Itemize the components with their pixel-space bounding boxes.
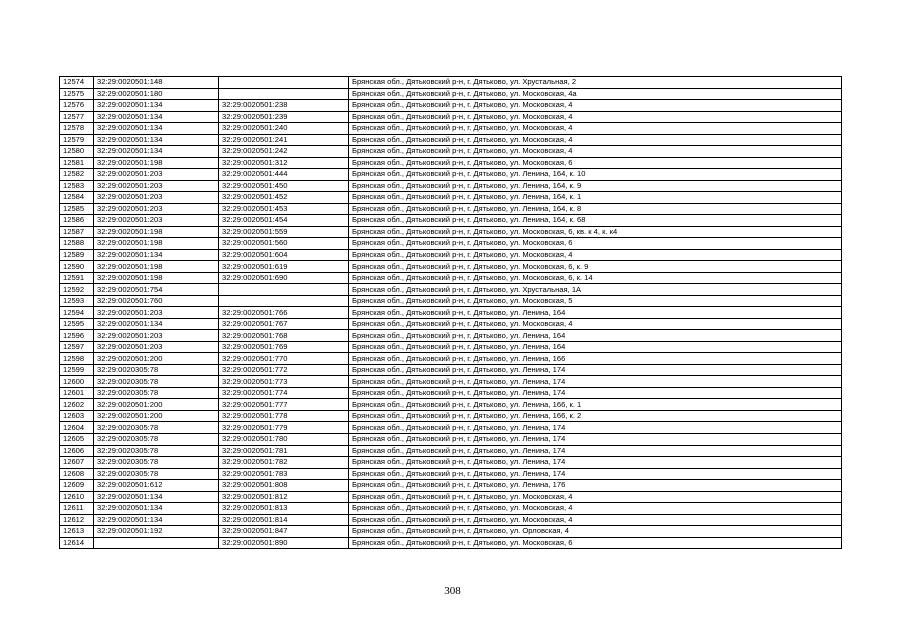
table-row xyxy=(60,376,842,388)
address-cell: Брянская обл., Дятьковский р-н, г. Дятьково, ул. Орловская, 4 xyxy=(349,526,842,538)
table-row xyxy=(60,514,842,526)
row-number-cell: 12607 xyxy=(60,457,94,469)
address-cell: Брянская обл., Дятьковский р-н, г. Дятьково, ул. Ленина, 164 xyxy=(349,307,842,319)
table-row xyxy=(60,100,842,112)
table-row xyxy=(60,387,842,399)
land-cadastral-number-cell: 32:29:0020501:198 xyxy=(94,261,219,273)
table-row xyxy=(60,330,842,342)
address-cell: Брянская обл., Дятьковский р-н, г. Дятьково, ул. Московская, 6, к. 9 xyxy=(349,261,842,273)
table-row xyxy=(60,272,842,284)
address-cell: Брянская обл., Дятьковский р-н, г. Дятьково, ул. Московская, 4 xyxy=(349,111,842,123)
land-cadastral-number-cell: 32:29:0020501:192 xyxy=(94,526,219,538)
row-number-cell: 12576 xyxy=(60,100,94,112)
address-cell: Брянская обл., Дятьковский р-н, г. Дятьково, ул. Ленина, 164 xyxy=(349,341,842,353)
row-number-cell: 12599 xyxy=(60,364,94,376)
address-cell: Брянская обл., Дятьковский р-н, г. Дятьково, ул. Московская, 4 xyxy=(349,318,842,330)
address-cell: Брянская обл., Дятьковский р-н, г. Дятьково, ул. Ленина, 174 xyxy=(349,364,842,376)
row-number-cell: 12596 xyxy=(60,330,94,342)
object-cadastral-number-cell: 32:29:0020501:778 xyxy=(219,410,349,422)
address-cell: Брянская обл., Дятьковский р-н, г. Дятьково, ул. Московская, 6 xyxy=(349,537,842,549)
table-row xyxy=(60,318,842,330)
object-cadastral-number-cell: 32:29:0020501:239 xyxy=(219,111,349,123)
address-cell: Брянская обл., Дятьковский р-н, г. Дятьково, ул. Московская, 6, кв. к 4, к. к4 xyxy=(349,226,842,238)
row-number-cell: 12603 xyxy=(60,410,94,422)
address-cell: Брянская обл., Дятьковский р-н, г. Дятьково, ул. Ленина, 174 xyxy=(349,433,842,445)
row-number-cell: 12586 xyxy=(60,215,94,227)
land-cadastral-number-cell: 32:29:0020501:198 xyxy=(94,157,219,169)
table-row xyxy=(60,422,842,434)
row-number-cell: 12578 xyxy=(60,123,94,135)
table-row xyxy=(60,146,842,158)
table-row xyxy=(60,88,842,100)
table-row xyxy=(60,457,842,469)
address-cell: Брянская обл., Дятьковский р-н, г. Дятьково, ул. Хрустальная, 1А xyxy=(349,284,842,296)
object-cadastral-number-cell: 32:29:0020501:559 xyxy=(219,226,349,238)
table-row xyxy=(60,526,842,538)
table-row xyxy=(60,353,842,365)
row-number-cell: 12582 xyxy=(60,169,94,181)
object-cadastral-number-cell: 32:29:0020501:808 xyxy=(219,480,349,492)
table-row xyxy=(60,480,842,492)
row-number-cell: 12581 xyxy=(60,157,94,169)
row-number-cell: 12580 xyxy=(60,146,94,158)
land-cadastral-number-cell: 32:29:0020501:203 xyxy=(94,330,219,342)
table-row xyxy=(60,123,842,135)
row-number-cell: 12604 xyxy=(60,422,94,434)
row-number-cell: 12612 xyxy=(60,514,94,526)
table-row xyxy=(60,399,842,411)
table-row xyxy=(60,491,842,503)
object-cadastral-number-cell: 32:29:0020501:769 xyxy=(219,341,349,353)
land-cadastral-number-cell: 32:29:0020305:78 xyxy=(94,376,219,388)
land-cadastral-number-cell: 32:29:0020501:180 xyxy=(94,88,219,100)
table-row xyxy=(60,537,842,549)
object-cadastral-number-cell: 32:29:0020501:781 xyxy=(219,445,349,457)
row-number-cell: 12583 xyxy=(60,180,94,192)
table-row xyxy=(60,284,842,296)
row-number-cell: 12598 xyxy=(60,353,94,365)
row-number-cell: 12609 xyxy=(60,480,94,492)
table-row xyxy=(60,215,842,227)
table-row xyxy=(60,111,842,123)
land-cadastral-number-cell: 32:29:0020501:203 xyxy=(94,341,219,353)
table-row xyxy=(60,410,842,422)
object-cadastral-number-cell: 32:29:0020501:813 xyxy=(219,503,349,515)
object-cadastral-number-cell: 32:29:0020501:777 xyxy=(219,399,349,411)
object-cadastral-number-cell: 32:29:0020501:812 xyxy=(219,491,349,503)
table-row xyxy=(60,307,842,319)
land-cadastral-number-cell: 32:29:0020501:198 xyxy=(94,238,219,250)
object-cadastral-number-cell: 32:29:0020501:454 xyxy=(219,215,349,227)
address-cell: Брянская обл., Дятьковский р-н, г. Дятьково, ул. Ленина, 164, к. 10 xyxy=(349,169,842,181)
land-cadastral-number-cell: 32:29:0020501:203 xyxy=(94,215,219,227)
land-cadastral-number-cell: 32:29:0020501:200 xyxy=(94,353,219,365)
row-number-cell: 12593 xyxy=(60,295,94,307)
table-row xyxy=(60,157,842,169)
land-cadastral-number-cell: 32:29:0020501:203 xyxy=(94,203,219,215)
row-number-cell: 12574 xyxy=(60,77,94,89)
table-row xyxy=(60,192,842,204)
table-row xyxy=(60,503,842,515)
land-cadastral-number-cell: 32:29:0020501:203 xyxy=(94,307,219,319)
object-cadastral-number-cell xyxy=(219,77,349,89)
address-cell: Брянская обл., Дятьковский р-н, г. Дятьково, ул. Московская, 4а xyxy=(349,88,842,100)
object-cadastral-number-cell: 32:29:0020501:782 xyxy=(219,457,349,469)
address-cell: Брянская обл., Дятьковский р-н, г. Дятьково, ул. Московская, 4 xyxy=(349,123,842,135)
address-cell: Брянская обл., Дятьковский р-н, г. Дятьково, ул. Московская, 4 xyxy=(349,491,842,503)
object-cadastral-number-cell: 32:29:0020501:242 xyxy=(219,146,349,158)
address-cell: Брянская обл., Дятьковский р-н, г. Дятьково, ул. Ленина, 174 xyxy=(349,422,842,434)
object-cadastral-number-cell: 32:29:0020501:780 xyxy=(219,433,349,445)
table-row xyxy=(60,77,842,89)
object-cadastral-number-cell: 32:29:0020501:241 xyxy=(219,134,349,146)
land-cadastral-number-cell: 32:29:0020501:760 xyxy=(94,295,219,307)
address-cell: Брянская обл., Дятьковский р-н, г. Дятьково, ул. Ленина, 164, к. 1 xyxy=(349,192,842,204)
object-cadastral-number-cell: 32:29:0020501:890 xyxy=(219,537,349,549)
registry-table xyxy=(59,76,842,549)
address-cell: Брянская обл., Дятьковский р-н, г. Дятьково, ул. Московская, 4 xyxy=(349,134,842,146)
address-cell: Брянская обл., Дятьковский р-н, г. Дятьково, ул. Хрустальная, 2 xyxy=(349,77,842,89)
table-row xyxy=(60,238,842,250)
object-cadastral-number-cell: 32:29:0020501:772 xyxy=(219,364,349,376)
object-cadastral-number-cell: 32:29:0020501:767 xyxy=(219,318,349,330)
address-cell: Брянская обл., Дятьковский р-н, г. Дятьково, ул. Ленина, 164 xyxy=(349,330,842,342)
address-cell: Брянская обл., Дятьковский р-н, г. Дятьково, ул. Ленина, 174 xyxy=(349,457,842,469)
land-cadastral-number-cell: 32:29:0020501:134 xyxy=(94,134,219,146)
object-cadastral-number-cell: 32:29:0020501:452 xyxy=(219,192,349,204)
object-cadastral-number-cell xyxy=(219,295,349,307)
land-cadastral-number-cell: 32:29:0020501:754 xyxy=(94,284,219,296)
row-number-cell: 12589 xyxy=(60,249,94,261)
land-cadastral-number-cell: 32:29:0020501:203 xyxy=(94,192,219,204)
object-cadastral-number-cell: 32:29:0020501:604 xyxy=(219,249,349,261)
land-cadastral-number-cell: 32:29:0020501:148 xyxy=(94,77,219,89)
land-cadastral-number-cell: 32:29:0020501:198 xyxy=(94,272,219,284)
address-cell: Брянская обл., Дятьковский р-н, г. Дятьково, ул. Ленина, 164, к. 8 xyxy=(349,203,842,215)
land-cadastral-number-cell: 32:29:0020501:200 xyxy=(94,410,219,422)
object-cadastral-number-cell: 32:29:0020501:770 xyxy=(219,353,349,365)
object-cadastral-number-cell: 32:29:0020501:560 xyxy=(219,238,349,250)
land-cadastral-number-cell: 32:29:0020305:78 xyxy=(94,433,219,445)
address-cell: Брянская обл., Дятьковский р-н, г. Дятьково, ул. Ленина, 174 xyxy=(349,376,842,388)
address-cell: Брянская обл., Дятьковский р-н, г. Дятьково, ул. Московская, 4 xyxy=(349,146,842,158)
land-cadastral-number-cell: 32:29:0020501:200 xyxy=(94,399,219,411)
page-number: 308 xyxy=(444,585,461,597)
row-number-cell: 12600 xyxy=(60,376,94,388)
row-number-cell: 12594 xyxy=(60,307,94,319)
row-number-cell: 12579 xyxy=(60,134,94,146)
address-cell: Брянская обл., Дятьковский р-н, г. Дятьково, ул. Московская, 5 xyxy=(349,295,842,307)
object-cadastral-number-cell: 32:29:0020501:773 xyxy=(219,376,349,388)
table-row xyxy=(60,261,842,273)
address-cell: Брянская обл., Дятьковский р-н, г. Дятьково, ул. Московская, 4 xyxy=(349,514,842,526)
address-cell: Брянская обл., Дятьковский р-н, г. Дятьково, ул. Московская, 4 xyxy=(349,249,842,261)
row-number-cell: 12608 xyxy=(60,468,94,480)
object-cadastral-number-cell: 32:29:0020501:238 xyxy=(219,100,349,112)
land-cadastral-number-cell: 32:29:0020501:198 xyxy=(94,226,219,238)
row-number-cell: 12575 xyxy=(60,88,94,100)
row-number-cell: 12592 xyxy=(60,284,94,296)
land-cadastral-number-cell: 32:29:0020305:78 xyxy=(94,457,219,469)
object-cadastral-number-cell: 32:29:0020501:240 xyxy=(219,123,349,135)
land-cadastral-number-cell: 32:29:0020305:78 xyxy=(94,445,219,457)
address-cell: Брянская обл., Дятьковский р-н, г. Дятьково, ул. Ленина, 174 xyxy=(349,387,842,399)
row-number-cell: 12577 xyxy=(60,111,94,123)
row-number-cell: 12610 xyxy=(60,491,94,503)
land-cadastral-number-cell: 32:29:0020501:612 xyxy=(94,480,219,492)
land-cadastral-number-cell: 32:29:0020305:78 xyxy=(94,468,219,480)
object-cadastral-number-cell: 32:29:0020501:619 xyxy=(219,261,349,273)
object-cadastral-number-cell xyxy=(219,284,349,296)
address-cell: Брянская обл., Дятьковский р-н, г. Дятьково, ул. Ленина, 166 xyxy=(349,353,842,365)
row-number-cell: 12611 xyxy=(60,503,94,515)
table-row xyxy=(60,468,842,480)
object-cadastral-number-cell: 32:29:0020501:766 xyxy=(219,307,349,319)
address-cell: Брянская обл., Дятьковский р-н, г. Дятьково, ул. Московская, 4 xyxy=(349,503,842,515)
row-number-cell: 12591 xyxy=(60,272,94,284)
address-cell: Брянская обл., Дятьковский р-н, г. Дятьково, ул. Московская, 6 xyxy=(349,157,842,169)
object-cadastral-number-cell: 32:29:0020501:814 xyxy=(219,514,349,526)
row-number-cell: 12614 xyxy=(60,537,94,549)
land-cadastral-number-cell: 32:29:0020501:134 xyxy=(94,318,219,330)
table-row xyxy=(60,169,842,181)
row-number-cell: 12613 xyxy=(60,526,94,538)
object-cadastral-number-cell: 32:29:0020501:690 xyxy=(219,272,349,284)
address-cell: Брянская обл., Дятьковский р-н, г. Дятьково, ул. Ленина, 174 xyxy=(349,468,842,480)
land-cadastral-number-cell: 32:29:0020501:134 xyxy=(94,491,219,503)
table-row xyxy=(60,203,842,215)
address-cell: Брянская обл., Дятьковский р-н, г. Дятьково, ул. Московская, 6 xyxy=(349,238,842,250)
row-number-cell: 12595 xyxy=(60,318,94,330)
object-cadastral-number-cell: 32:29:0020501:783 xyxy=(219,468,349,480)
row-number-cell: 12602 xyxy=(60,399,94,411)
address-cell: Брянская обл., Дятьковский р-н, г. Дятьково, ул. Ленина, 174 xyxy=(349,445,842,457)
row-number-cell: 12588 xyxy=(60,238,94,250)
land-cadastral-number-cell: 32:29:0020305:78 xyxy=(94,422,219,434)
table-row xyxy=(60,249,842,261)
table-row xyxy=(60,226,842,238)
land-cadastral-number-cell: 32:29:0020501:134 xyxy=(94,249,219,261)
row-number-cell: 12590 xyxy=(60,261,94,273)
land-cadastral-number-cell: 32:29:0020501:203 xyxy=(94,169,219,181)
land-cadastral-number-cell: 32:29:0020305:78 xyxy=(94,387,219,399)
land-cadastral-number-cell: 32:29:0020305:78 xyxy=(94,364,219,376)
table-row xyxy=(60,180,842,192)
object-cadastral-number-cell: 32:29:0020501:779 xyxy=(219,422,349,434)
object-cadastral-number-cell: 32:29:0020501:774 xyxy=(219,387,349,399)
object-cadastral-number-cell: 32:29:0020501:450 xyxy=(219,180,349,192)
table-row xyxy=(60,433,842,445)
row-number-cell: 12587 xyxy=(60,226,94,238)
address-cell: Брянская обл., Дятьковский р-н, г. Дятьково, ул. Ленина, 166, к. 2 xyxy=(349,410,842,422)
object-cadastral-number-cell: 32:29:0020501:847 xyxy=(219,526,349,538)
row-number-cell: 12606 xyxy=(60,445,94,457)
table-row xyxy=(60,364,842,376)
land-cadastral-number-cell xyxy=(94,537,219,549)
object-cadastral-number-cell: 32:29:0020501:312 xyxy=(219,157,349,169)
address-cell: Брянская обл., Дятьковский р-н, г. Дятьково, ул. Московская, 4 xyxy=(349,100,842,112)
land-cadastral-number-cell: 32:29:0020501:134 xyxy=(94,100,219,112)
land-cadastral-number-cell: 32:29:0020501:134 xyxy=(94,123,219,135)
table-row xyxy=(60,445,842,457)
object-cadastral-number-cell: 32:29:0020501:444 xyxy=(219,169,349,181)
address-cell: Брянская обл., Дятьковский р-н, г. Дятьково, ул. Ленина, 164, к. 9 xyxy=(349,180,842,192)
row-number-cell: 12601 xyxy=(60,387,94,399)
table-row xyxy=(60,341,842,353)
row-number-cell: 12585 xyxy=(60,203,94,215)
row-number-cell: 12584 xyxy=(60,192,94,204)
land-cadastral-number-cell: 32:29:0020501:134 xyxy=(94,503,219,515)
address-cell: Брянская обл., Дятьковский р-н, г. Дятьково, ул. Ленина, 166, к. 1 xyxy=(349,399,842,411)
address-cell: Брянская обл., Дятьковский р-н, г. Дятьково, ул. Московская, 6, к. 14 xyxy=(349,272,842,284)
address-cell: Брянская обл., Дятьковский р-н, г. Дятьково, ул. Ленина, 176 xyxy=(349,480,842,492)
land-cadastral-number-cell: 32:29:0020501:203 xyxy=(94,180,219,192)
land-cadastral-number-cell: 32:29:0020501:134 xyxy=(94,111,219,123)
address-cell: Брянская обл., Дятьковский р-н, г. Дятьково, ул. Ленина, 164, к. 68 xyxy=(349,215,842,227)
row-number-cell: 12597 xyxy=(60,341,94,353)
object-cadastral-number-cell xyxy=(219,88,349,100)
object-cadastral-number-cell: 32:29:0020501:768 xyxy=(219,330,349,342)
land-cadastral-number-cell: 32:29:0020501:134 xyxy=(94,514,219,526)
table-row xyxy=(60,134,842,146)
table-row xyxy=(60,295,842,307)
row-number-cell: 12605 xyxy=(60,433,94,445)
land-cadastral-number-cell: 32:29:0020501:134 xyxy=(94,146,219,158)
registry-table-body xyxy=(60,77,842,549)
object-cadastral-number-cell: 32:29:0020501:453 xyxy=(219,203,349,215)
